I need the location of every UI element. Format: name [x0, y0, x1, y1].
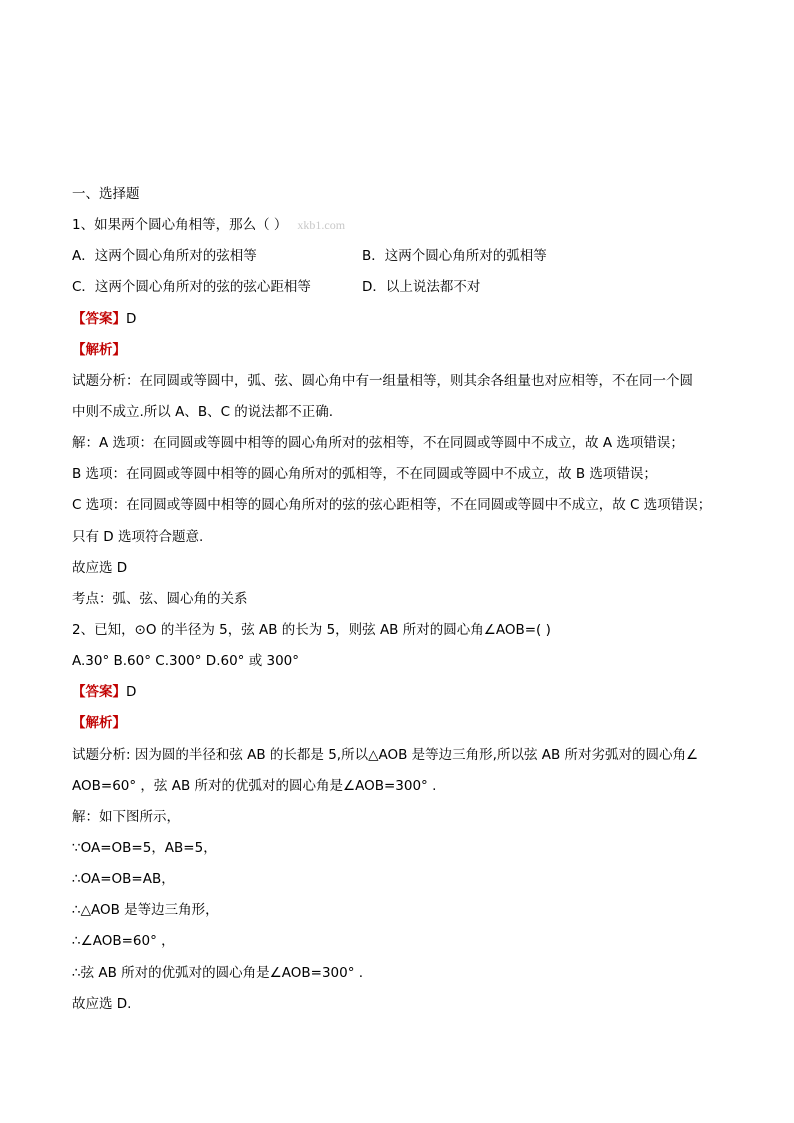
q2-analysis-line: 解：如下图所示， [72, 809, 180, 825]
q1-analysis-line: C 选项：在同圆或等圆中相等的圆心角所对的弦的弦心距相等，不在同圆或等圆中不成立，故 C 选项错误； [72, 497, 712, 513]
answer-label: 【答案】 [72, 684, 126, 700]
q2-analysis-line: 故应选 D. [72, 996, 132, 1012]
q2-analysis-line: ∵OA=OB=5，AB=5， [72, 840, 217, 856]
q1-analysis-label [72, 340, 734, 360]
q1-analysis-line: 只有 D 选项符合题意. [72, 529, 204, 545]
q2-analysis-line: 试题分析: 因为圆的半径和弦 AB 的长都是 5,所以△AOB 是等边三角形,所以弦 AB 所对劣弧对的圆心角∠ [72, 747, 699, 763]
q2-analysis-line: ∴弦 AB 所对的优弧对的圆心角是∠AOB=300° . [72, 965, 364, 981]
q2-answer [72, 682, 734, 702]
q1-analysis-line: 解：A 选项：在同圆或等圆中相等的圆心角所对的弦相等，不在同圆或等圆中不成立，故 A 选项错误； [72, 435, 684, 451]
section-title: 一、选择题 [72, 186, 140, 202]
answer-value: D [126, 311, 137, 327]
q2-analysis-line: ∴∠AOB=60° ， [72, 933, 175, 949]
watermark: xkb1.com [297, 218, 346, 232]
q1-option-d: D．以上说法都不对 [362, 279, 481, 295]
q1-option-b: B．这两个圆心角所对的弧相等 [362, 248, 547, 264]
q2-analysis-line: AOB=60° ，弦 AB 所对的优弧对的圆心角是∠AOB=300° . [72, 778, 437, 794]
q1-analysis-line: 考点：弧、弦、圆心角的关系 [72, 591, 248, 607]
q1-analysis-line: B 选项：在同圆或等圆中相等的圆心角所对的弧相等，不在同圆或等圆中不成立，故 B 选项错误； [72, 466, 657, 482]
q2-analysis-line: ∴△AOB 是等边三角形， [72, 902, 219, 918]
q1-analysis-line: 故应选 D [72, 560, 128, 576]
question-1-stem [72, 215, 734, 235]
analysis-label: 【解析】 [72, 715, 126, 731]
question-1-text: 1、如果两个圆心角相等，那么（ ） [72, 217, 288, 233]
question-2-stem: 2、已知，⊙O 的半径为 5，弦 AB 的长为 5，则弦 AB 所对的圆心角∠AOB=( ) [72, 622, 551, 638]
q1-answer [72, 309, 734, 329]
analysis-label: 【解析】 [72, 342, 126, 358]
q1-analysis-line: 中则不成立.所以 A、B、C 的说法都不正确. [72, 404, 334, 420]
answer-value: D [126, 684, 137, 700]
q1-option-a: A．这两个圆心角所对的弦相等 [72, 248, 257, 264]
q2-analysis-label [72, 713, 734, 733]
q1-analysis-line: 试题分析：在同圆或等圆中，弧、弦、圆心角中有一组量相等，则其余各组量也对应相等，不在同一个圆 [72, 373, 693, 389]
q2-options: A.30° B.60° C.300° D.60° 或 300° [72, 653, 300, 669]
q2-analysis-line: ∴OA=OB=AB， [72, 871, 175, 887]
answer-label: 【答案】 [72, 311, 126, 327]
q1-option-c: C．这两个圆心角所对的弦的弦心距相等 [72, 279, 311, 295]
